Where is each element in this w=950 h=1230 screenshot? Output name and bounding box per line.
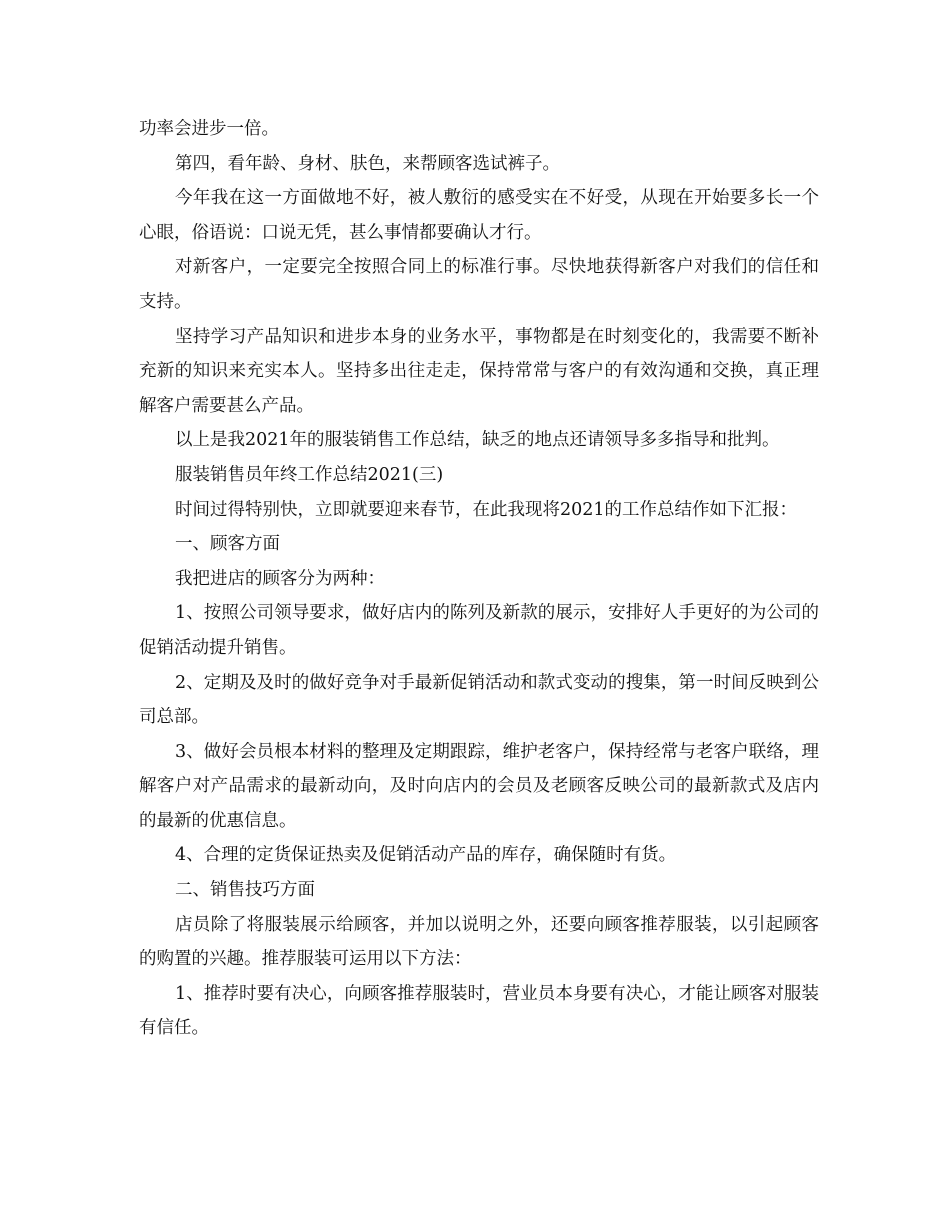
paragraph: 我把进店的顾客分为两种：: [175, 568, 385, 589]
paragraph: 坚持学习产品知识和进步本身的业务水平，事物都是在时刻变化的，我需要不断补充新的知识来充实本人。坚持多出往走走，保持常常与客户的有效沟通和交换，真正理解客户需要甚么产品。: [139, 326, 819, 416]
list-item: 1、推荐时要有决心，向顾客推荐服装时，营业员本身要有决心，才能让顾客对服装有信任。: [139, 983, 819, 1039]
paragraph: 以上是我2021年的服装销售工作总结，缺乏的地点还请领导多多指导和批判。: [175, 430, 780, 451]
list-item: 2、定期及及时的做好竞争对手最新促销活动和款式变动的搜集，第一时间反映到公司总部。: [139, 672, 819, 728]
paragraph: 店员除了将服装展示给顾客，并加以说明之外，还要向顾客推荐服装，以引起顾客的购置的兴趣。推荐服装可运用以下方法：: [139, 914, 819, 970]
paragraph: 时间过得特别快，立即就要迎来春节，在此我现将2021的工作总结作如下汇报：: [175, 499, 798, 520]
paragraph: 对新客户，一定要完全按照合同上的标准行事。尽快地获得新客户对我们的信任和支持。: [139, 257, 819, 312]
list-item: 1、按照公司领导要求，做好店内的陈列及新款的展示，安排好人手更好的为公司的促销活动提升销售。: [139, 603, 819, 658]
paragraph: 第四，看年龄、身材、肤色，来帮顾客选试裤子。: [175, 153, 560, 174]
list-item: 4、合理的定货保证热卖及促销活动产品的库存，确保随时有货。: [175, 845, 677, 866]
paragraph: 功率会进步一倍。: [139, 119, 279, 139]
section-heading: 二、销售技巧方面: [175, 880, 315, 901]
list-item: 3、做好会员根本材料的整理及定期跟踪，维护老客户，保持经常与老客户联络，理解客户对产品需求的最新动向，及时向店内的会员及老顾客反映公司的最新款式及店内的最新的优惠信息。: [139, 741, 819, 831]
paragraph: 今年我在这一方面做地不好，被人敷衍的感受实在不好受，从现在开始要多长一个心眼，俗语说：口说无凭，甚么事情都要确认才行。: [139, 188, 819, 243]
document-body: [139, 112, 819, 1046]
section-title: 服装销售员年终工作总结2021(三): [175, 464, 444, 485]
section-heading: 一、顾客方面: [175, 534, 280, 555]
